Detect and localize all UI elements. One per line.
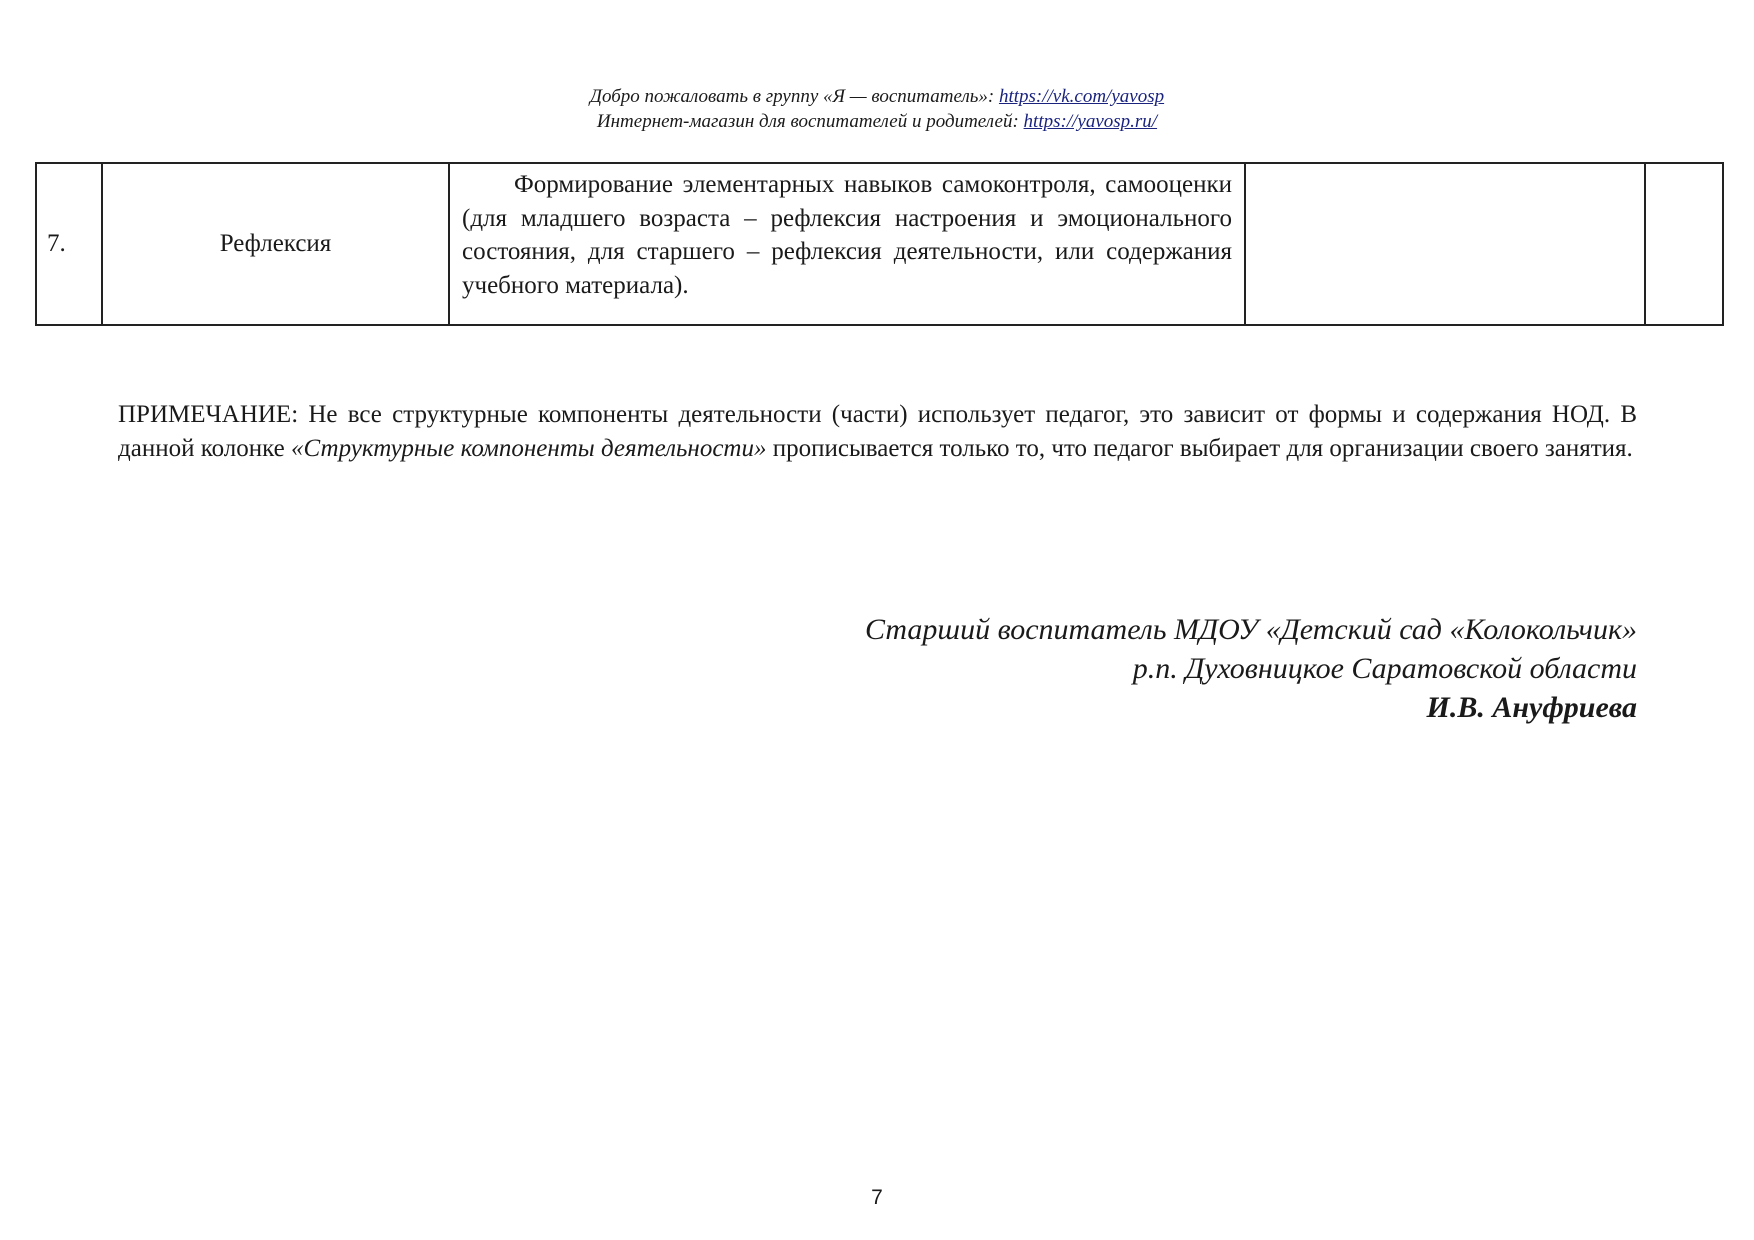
stage-description-cell (449, 163, 1245, 325)
signature-block (865, 610, 1637, 727)
note-paragraph (118, 398, 1637, 466)
header-group-text: Добро пожаловать в группу «Я — воспитатель»: (589, 86, 999, 107)
header-shop-text: Интернет-магазин для воспитателей и родителей: (596, 111, 1024, 132)
header-line-group (0, 84, 1754, 109)
shop-link[interactable]: https://yavosp.ru/ (1023, 111, 1158, 132)
signature-name: И.В. Ануфриева (1426, 691, 1637, 724)
note-emphasis: «Структурные компоненты деятельности» (290, 435, 767, 462)
row-number-cell: 7. (36, 163, 102, 325)
note-text-start: ПРИМЕЧАНИЕ: Не все структурные компоненты деятельности (части) использует педагог, это зависит от формы и содержания НОД. В данной колонке (118, 401, 1637, 462)
empty-cell-4 (1245, 163, 1645, 325)
empty-cell-5 (1645, 163, 1723, 325)
note-text-end: прописывается только то, что педагог выбирает для организации своего занятия. (766, 435, 1633, 462)
lesson-structure-table (35, 162, 1724, 326)
vk-group-link[interactable]: https://vk.com/yavosp (998, 86, 1165, 107)
stage-name-cell: Рефлексия (102, 163, 449, 325)
stage-description-text: Формирование элементарных навыков самоконтроля, самооценки (для младшего возраста – рефлексия настроения и эмоционального состояния, для старшего – рефлексия деятельности, или содержания учебного материала). (462, 171, 1232, 299)
page-number: 7 (871, 1186, 883, 1209)
page-header (0, 84, 1754, 134)
signature-location: р.п. Духовницкое Саратовской области (1132, 652, 1637, 685)
table-row (36, 163, 1723, 325)
header-line-shop (0, 109, 1754, 134)
signature-position: Старший воспитатель МДОУ «Детский сад «Колокольчик» (864, 613, 1637, 646)
